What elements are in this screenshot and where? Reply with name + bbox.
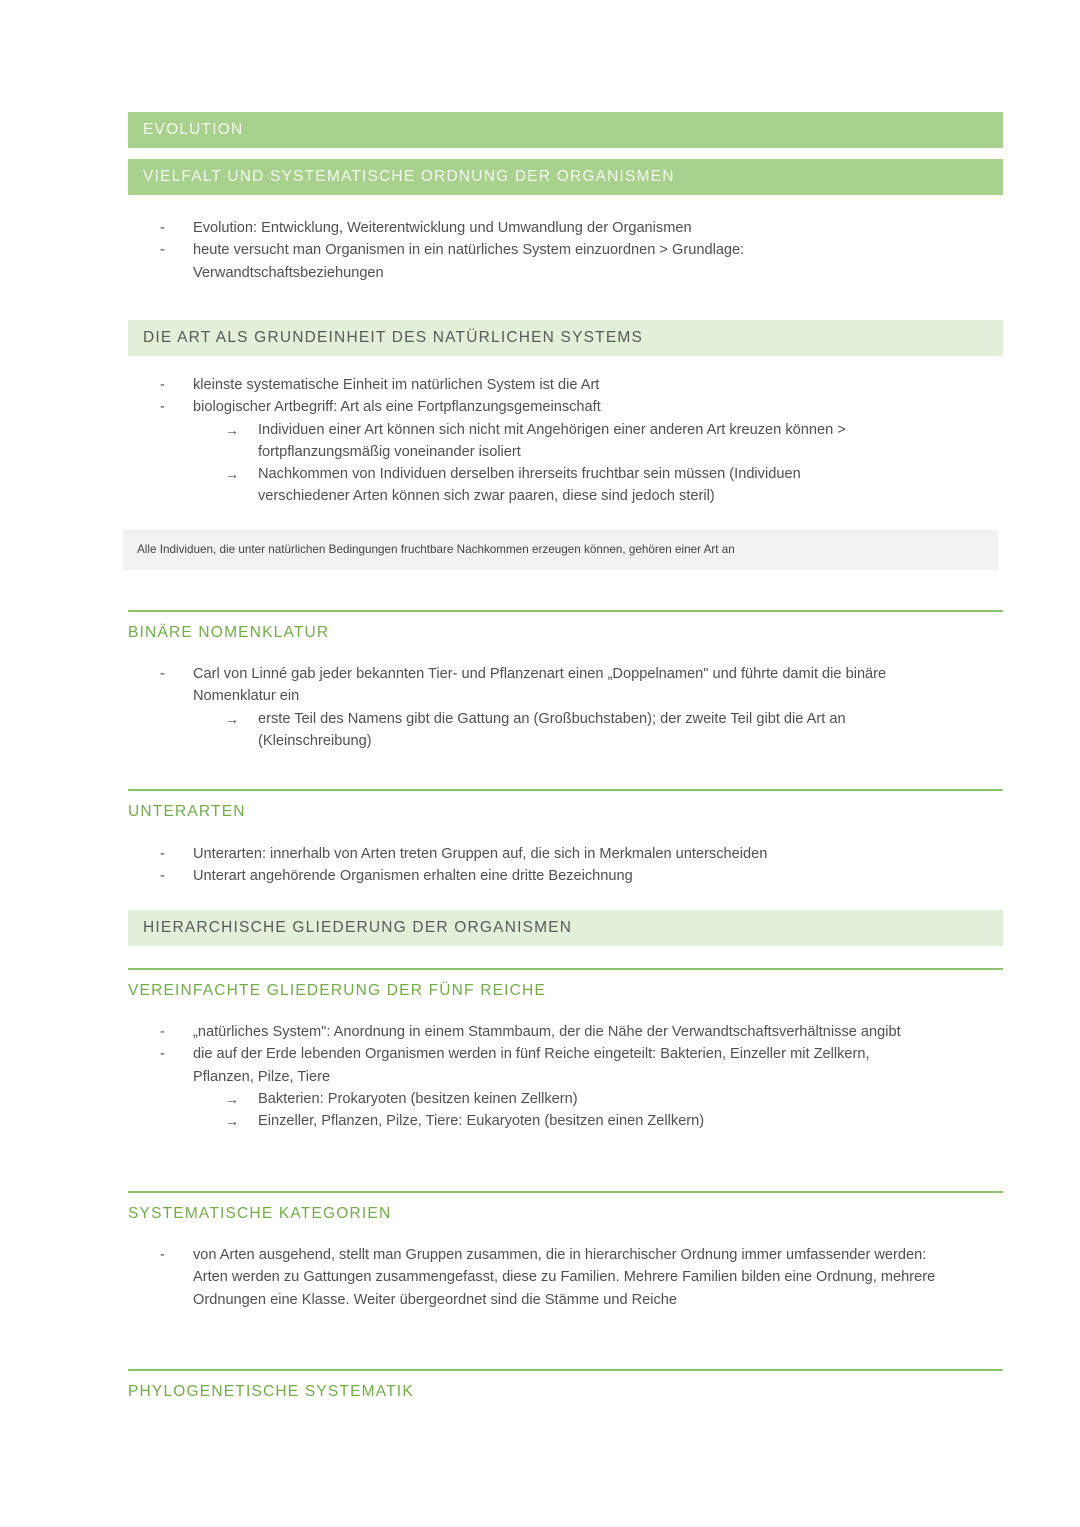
- section-binaer: [128, 610, 1003, 641]
- list-item: - heute versucht man Organismen in ein natürliches System einzuordnen > Grundlage: Verwandtschaftsbeziehungen: [160, 242, 745, 281]
- list-item: - Carl von Linné gab jeder bekannten Tier- und Pflanzenart einen „Doppelnamen" und führte damit die binäre Nomenklatur ein: [160, 666, 887, 705]
- list-item: → Nachkommen von Individuen derselben ihrerseits fruchtbar sein müssen (Individuen verschiedener Arten können sich zwar paaren, diese sind jedoch steril): [128, 463, 1003, 508]
- section-title: SYSTEMATISCHE KATEGORIEN: [128, 1205, 392, 1222]
- heading-evolution: EVOLUTION: [128, 112, 1003, 148]
- arrow-right-icon: →: [225, 1090, 239, 1107]
- list-binaer: [128, 663, 1003, 752]
- list-vielfalt: [128, 217, 1003, 284]
- heading-vielfalt: VIELFALT UND SYSTEMATISCHE ORDNUNG DER ORGANISMEN: [128, 159, 1003, 195]
- list-unterarten: [128, 843, 1003, 888]
- arrow-right-icon: →: [225, 421, 239, 438]
- section-title: BINÄRE NOMENKLATUR: [128, 624, 330, 641]
- section-title: PHYLOGENETISCHE SYSTEMATIK: [128, 1383, 414, 1400]
- list-item: - Unterarten: innerhalb von Arten treten Gruppen auf, die sich in Merkmalen unterscheiden: [160, 846, 768, 862]
- heading-hierarchie: HIERARCHISCHE GLIEDERUNG DER ORGANISMEN: [128, 910, 1003, 946]
- list-kategorien: [128, 1244, 1003, 1311]
- list-item: - biologischer Artbegriff: Art als eine Fortpflanzungsgemeinschaft: [160, 399, 601, 416]
- list-item: - „natürliches System": Anordnung in einem Stammbaum, der die Nähe der Verwandtschaftsverhältnisse angibt: [160, 1024, 901, 1040]
- arrow-right-icon: →: [225, 710, 239, 727]
- section-reiche: [128, 968, 1003, 999]
- section-title: UNTERARTEN: [128, 803, 246, 820]
- section-title: VEREINFACHTE GLIEDERUNG DER FÜNF REICHE: [128, 982, 546, 999]
- section-kategorien: [128, 1191, 1003, 1222]
- arrow-right-icon: →: [225, 466, 239, 483]
- heading-art: DIE ART ALS GRUNDEINHEIT DES NATÜRLICHEN SYSTEMS: [128, 320, 1003, 356]
- list-item: → erste Teil des Namens gibt die Gattung an (Großbuchstaben); der zweite Teil gibt die Art an (Kleinschreibung): [128, 708, 1003, 753]
- list-item: - Evolution: Entwicklung, Weiterentwicklung und Umwandlung der Organismen: [160, 220, 692, 236]
- section-unterarten: [128, 789, 1003, 820]
- list-item: - Unterart angehörende Organismen erhalten eine dritte Bezeichnung: [160, 868, 633, 885]
- arrow-right-icon: →: [225, 1113, 239, 1130]
- section-phylo: [128, 1369, 1003, 1400]
- list-art: [128, 374, 1003, 508]
- list-item: → Individuen einer Art können sich nicht mit Angehörigen einer anderen Art kreuzen können > fortpflanzungsmäßig voneinander isoliert: [128, 419, 1003, 464]
- list-item: - von Arten ausgehend, stellt man Gruppen zusammen, die in hierarchischer Ordnung immer umfassender werden: Arten werden zu Gattungen zusammengefasst, diese zu Familien. Mehrere Familien bilden eine Ordnung, mehrere Ordnungen eine Klasse. Weiter übergeordnet sind die Stämme und Reiche: [160, 1247, 936, 1308]
- list-item: - kleinste systematische Einheit im natürlichen System ist die Art: [160, 377, 600, 393]
- list-reiche: [128, 1021, 1003, 1132]
- list-item: → Bakterien: Prokaryoten (besitzen keinen Zellkern): [128, 1088, 1003, 1110]
- definition-box: Alle Individuen, die unter natürlichen Bedingungen fruchtbare Nachkommen erzeugen können, gehören einer Art an: [123, 530, 998, 570]
- list-item: - die auf der Erde lebenden Organismen werden in fünf Reiche eingeteilt: Bakterien, Einzeller mit Zellkern, Pflanzen, Pilze, Tiere: [160, 1046, 870, 1085]
- list-item: → Einzeller, Pflanzen, Pilze, Tiere: Eukaryoten (besitzen einen Zellkern): [128, 1110, 1003, 1132]
